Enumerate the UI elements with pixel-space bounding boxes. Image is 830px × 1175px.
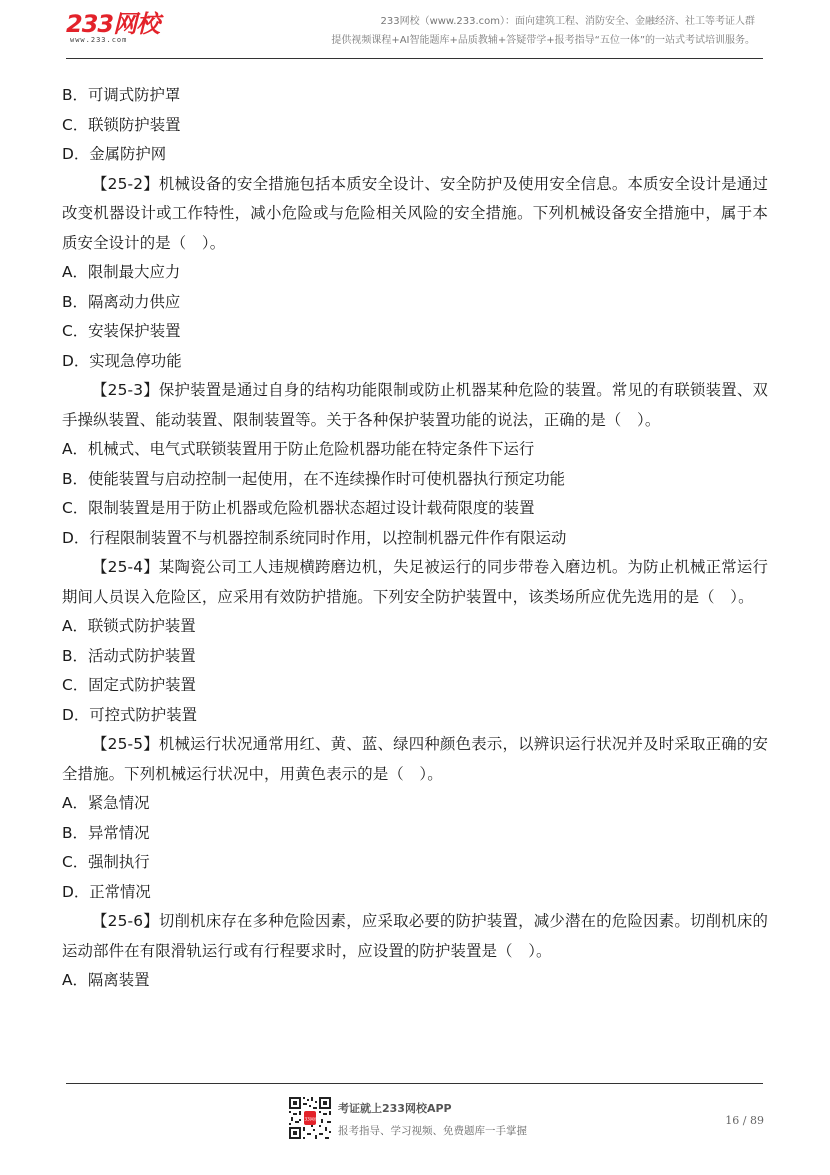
question-stem: 【25-4】某陶瓷公司工人违规横跨磨边机，失足被运行的同步带卷入磨边机。为防止机械正常运行期间人员误入危险区，应采用有效防护措施。下列安全防护装置中，该类场所应优先选用的是（ ）。 — [62, 558, 768, 606]
answer-option: A．联锁式防护装置 — [62, 617, 196, 635]
answer-option: B．使能装置与启动控制一起使用，在不连续操作时可使机器执行预定功能 — [62, 469, 566, 488]
page-number: 16 / 89 — [725, 1114, 764, 1127]
footer-title: 考证就上233网校APP — [338, 1102, 452, 1115]
answer-option: B．可调式防护罩 — [62, 86, 181, 104]
page-content — [62, 81, 768, 996]
logo-text: 233网校 — [66, 10, 160, 38]
answer-option: D．正常情况 — [62, 882, 151, 901]
page-header — [66, 8, 763, 58]
answer-option: D．实现急停功能 — [62, 351, 182, 370]
answer-option: C．固定式防护装置 — [62, 676, 196, 694]
footer-subtitle: 报考指导、学习视频、免费题库一手掌握 — [338, 1125, 527, 1137]
logo-url: www.233.com — [70, 36, 128, 44]
header-divider — [66, 58, 763, 59]
answer-option: D．金属防护网 — [62, 145, 167, 163]
answer-option: C．限制装置是用于防止机器或危险机器状态超过设计载荷限度的装置 — [62, 499, 535, 517]
answer-option: C．联锁防护装置 — [62, 115, 181, 134]
answer-option: C．强制执行 — [62, 853, 150, 871]
answer-option: B．异常情况 — [62, 823, 150, 842]
answer-option: C．安装保护装置 — [62, 322, 181, 340]
question-stem: 【25-2】机械设备的安全措施包括本质安全设计、安全防护及使用安全信息。本质安全设计是通过改变机器设计或工作特性，减小危险或与危险相关风险的安全措施。下列机械设备安全措施中，属于本质安全设计的是（ ）。 — [62, 174, 768, 252]
logo — [66, 8, 196, 52]
question-stem: 【25-6】切削机床存在多种危险因素，应采取必要的防护装置，减少潜在的危险因素。切削机床的运动部件在有限滑轨运行或有行程要求时，应设置的防护装置是（ ）。 — [62, 912, 768, 960]
answer-option: A．隔离装置 — [62, 971, 150, 989]
qr-badge-text: 233网校 — [301, 1116, 319, 1122]
answer-option: B．活动式防护装置 — [62, 646, 196, 665]
qr-code-icon — [288, 1096, 332, 1140]
question-stem: 【25-5】机械运行状况通常用红、黄、蓝、绿四种颜色表示，以辨识运行状况并及时采取正确的安全措施。下列机械运行状况中，用黄色表示的是（ ）。 — [62, 735, 768, 783]
header-line-2: 提供视频课程+AI智能题库+品质教辅+答疑带学+报考指导“五位一体”的一站式考试培训服务。 — [331, 35, 755, 46]
answer-option: D．行程限制装置不与机器控制系统同时作用，以控制机器元件作有限运动 — [62, 528, 567, 547]
answer-option: A．限制最大应力 — [62, 263, 181, 281]
answer-option: D．可控式防护装置 — [62, 705, 197, 724]
question-stem: 【25-3】保护装置是通过自身的结构功能限制或防止机器某种危险的装置。常见的有联锁装置、双手操纵装置、能动装置、限制装置等。关于各种保护装置功能的说法，正确的是（ ）。 — [62, 381, 768, 429]
answer-option: A．机械式、电气式联锁装置用于防止危险机器功能在特定条件下运行 — [62, 440, 535, 458]
answer-option: B．隔离动力供应 — [62, 292, 181, 311]
footer-divider — [66, 1083, 763, 1084]
header-line-1: 233网校（www.233.com）：面向建筑工程、消防安全、金融经济、社工等考证人群 — [380, 16, 755, 27]
page-footer — [288, 1093, 768, 1145]
header-description — [331, 12, 755, 50]
answer-option: A．紧急情况 — [62, 794, 150, 812]
